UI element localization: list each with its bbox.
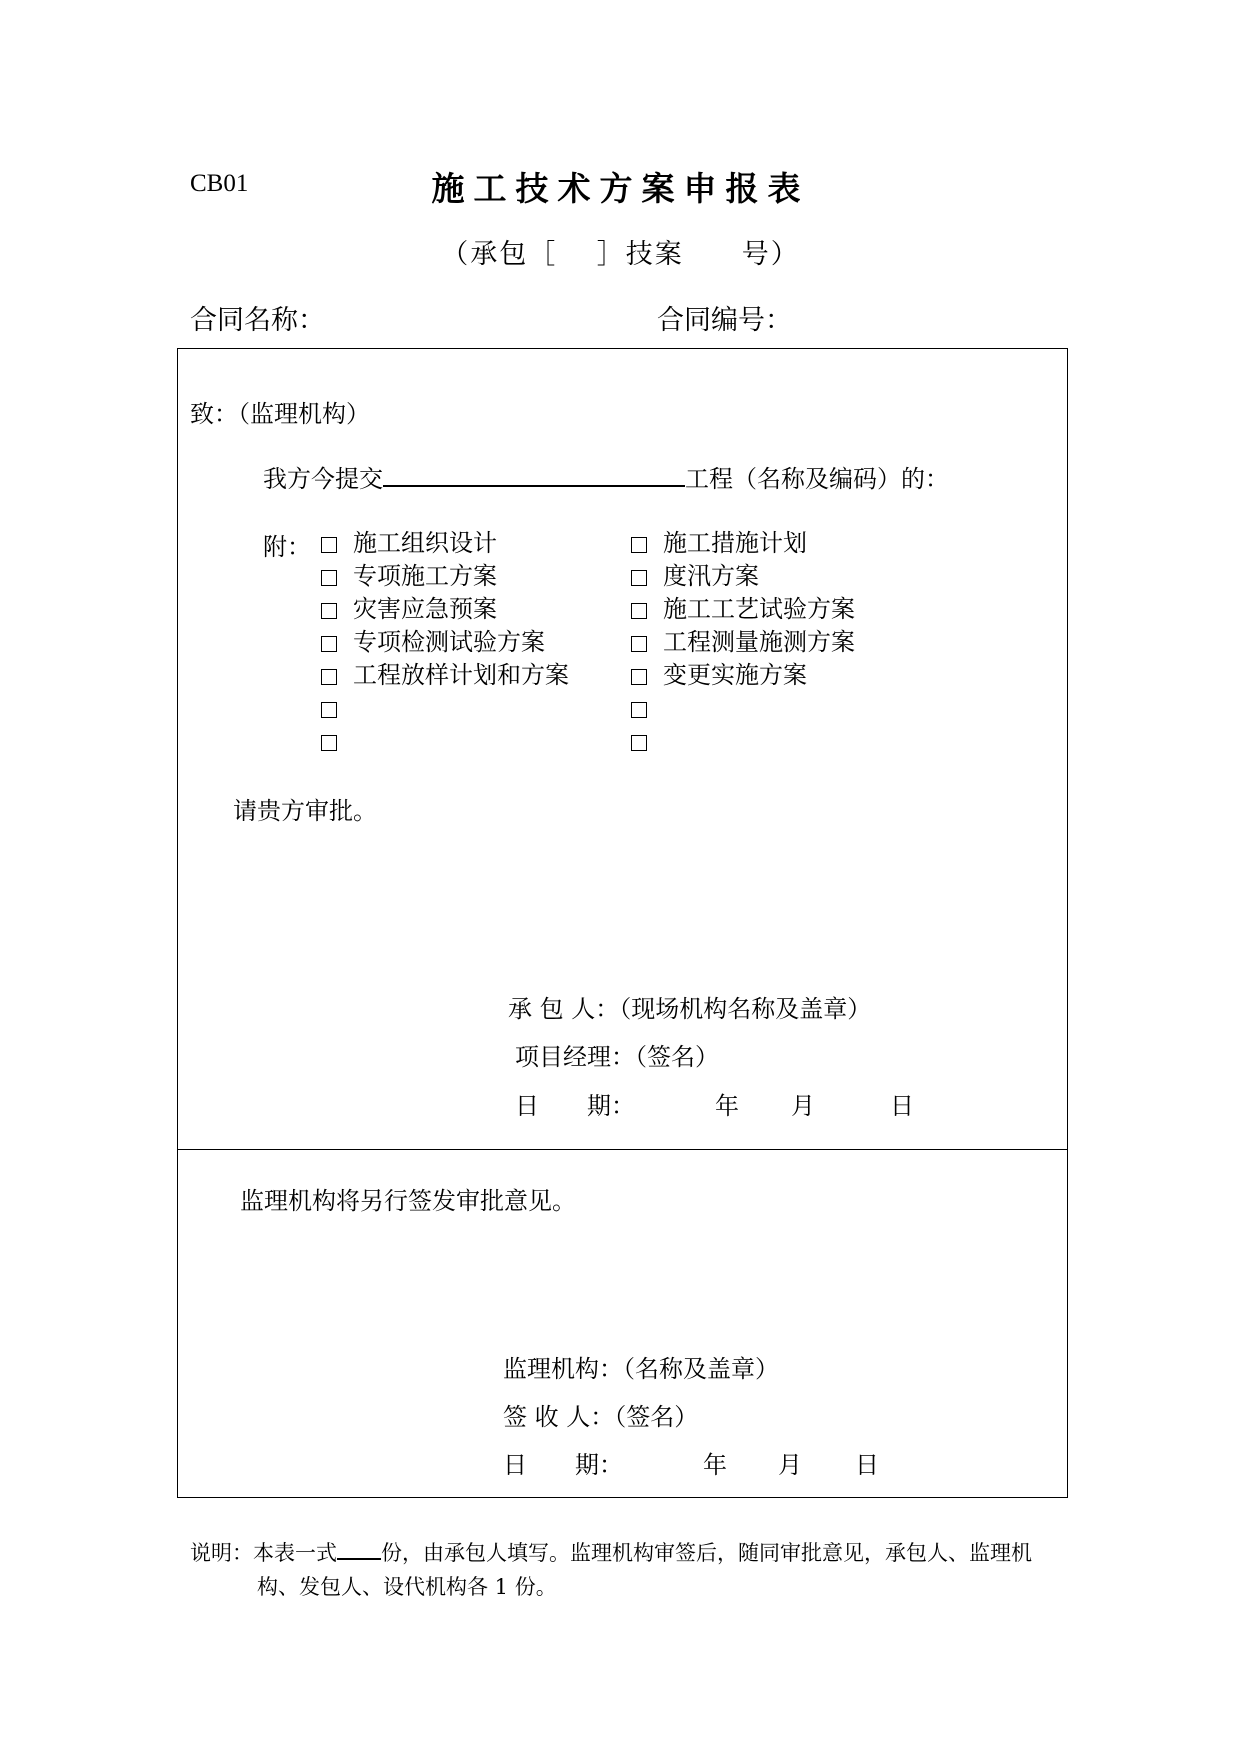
option-row[interactable]: [321, 692, 353, 725]
checkbox-icon[interactable]: [321, 537, 337, 553]
approval-statement: 监理机构将另行签发审批意见。: [240, 1187, 576, 1215]
option-row[interactable]: [631, 626, 855, 659]
option-label: 专项检测试验方案: [353, 628, 545, 656]
lower-date-label: 日 期：: [503, 1451, 623, 1479]
upper-date-month: 月: [791, 1092, 815, 1120]
lower-date-day: 日: [855, 1451, 879, 1479]
checkbox-icon[interactable]: [321, 669, 337, 685]
checkbox-icon[interactable]: [631, 702, 647, 718]
option-row[interactable]: [631, 593, 855, 626]
submit-prefix: 我方今提交: [263, 465, 383, 493]
lower-date-month: 月: [778, 1451, 802, 1479]
option-row[interactable]: [321, 560, 497, 593]
option-row[interactable]: [321, 725, 353, 758]
checkbox-icon[interactable]: [631, 537, 647, 553]
checkbox-icon[interactable]: [631, 669, 647, 685]
option-row[interactable]: [631, 725, 663, 758]
submit-suffix: 工程（名称及编码）的：: [685, 465, 949, 493]
project-name-blank[interactable]: [383, 463, 685, 487]
checkbox-icon[interactable]: [321, 636, 337, 652]
request-text: 请贵方审批。: [233, 797, 377, 825]
option-label: 施工组织设计: [353, 529, 497, 557]
option-label: 度汛方案: [663, 562, 759, 590]
section-divider: [178, 1149, 1067, 1150]
checkbox-icon[interactable]: [321, 570, 337, 586]
addressee: 致：（监理机构）: [190, 400, 370, 428]
option-row[interactable]: [631, 692, 663, 725]
lower-date-year: 年: [703, 1451, 727, 1479]
option-label: 工程放样计划和方案: [353, 661, 569, 689]
copies-blank[interactable]: [337, 1540, 381, 1560]
upper-date-year: 年: [715, 1092, 739, 1120]
checkbox-icon[interactable]: [631, 636, 647, 652]
option-row[interactable]: [321, 593, 497, 626]
checkbox-icon[interactable]: [631, 735, 647, 751]
option-row[interactable]: [321, 527, 497, 560]
note-line-1: [190, 1537, 1032, 1567]
contract-name-label: 合同名称：: [190, 305, 325, 336]
form-title: 施工技术方案申报表: [431, 169, 810, 208]
checkbox-icon[interactable]: [321, 735, 337, 751]
option-label: 灾害应急预案: [353, 595, 497, 623]
checkbox-icon[interactable]: [321, 603, 337, 619]
upper-date-day: 日: [890, 1092, 914, 1120]
note-line-2: 构、发包人、设代机构各 1 份。: [257, 1575, 557, 1599]
option-row[interactable]: [631, 560, 759, 593]
form-subtitle: （承包［ ］技案 号）: [441, 239, 800, 270]
checkbox-icon[interactable]: [631, 570, 647, 586]
manager-label: 项目经理：（签名）: [515, 1043, 719, 1071]
note-prefix: 说明：本表一式: [190, 1541, 337, 1565]
form-box: [177, 348, 1068, 1498]
form-code: CB01: [190, 170, 249, 197]
contractor-label: 承 包 人：（现场机构名称及盖章）: [508, 995, 872, 1023]
option-row[interactable]: [631, 527, 807, 560]
upper-date-label: 日 期：: [515, 1092, 635, 1120]
option-label: 施工工艺试验方案: [663, 595, 855, 623]
attach-label: 附：: [263, 533, 311, 561]
receiver-label: 签 收 人：（签名）: [503, 1403, 699, 1431]
note-middle: 份，由承包人填写。监理机构审签后，随同审批意见，承包人、监理机: [381, 1541, 1032, 1565]
option-label: 专项施工方案: [353, 562, 497, 590]
option-row[interactable]: [321, 659, 569, 692]
submission-line: [263, 459, 949, 494]
contract-number-label: 合同编号：: [657, 305, 792, 336]
checkbox-icon[interactable]: [631, 603, 647, 619]
option-label: 工程测量施测方案: [663, 628, 855, 656]
checkbox-icon[interactable]: [321, 702, 337, 718]
option-row[interactable]: [631, 659, 807, 692]
option-label: 变更实施方案: [663, 661, 807, 689]
option-label: 施工措施计划: [663, 529, 807, 557]
option-row[interactable]: [321, 626, 545, 659]
supervisor-org-label: 监理机构：（名称及盖章）: [503, 1355, 779, 1383]
